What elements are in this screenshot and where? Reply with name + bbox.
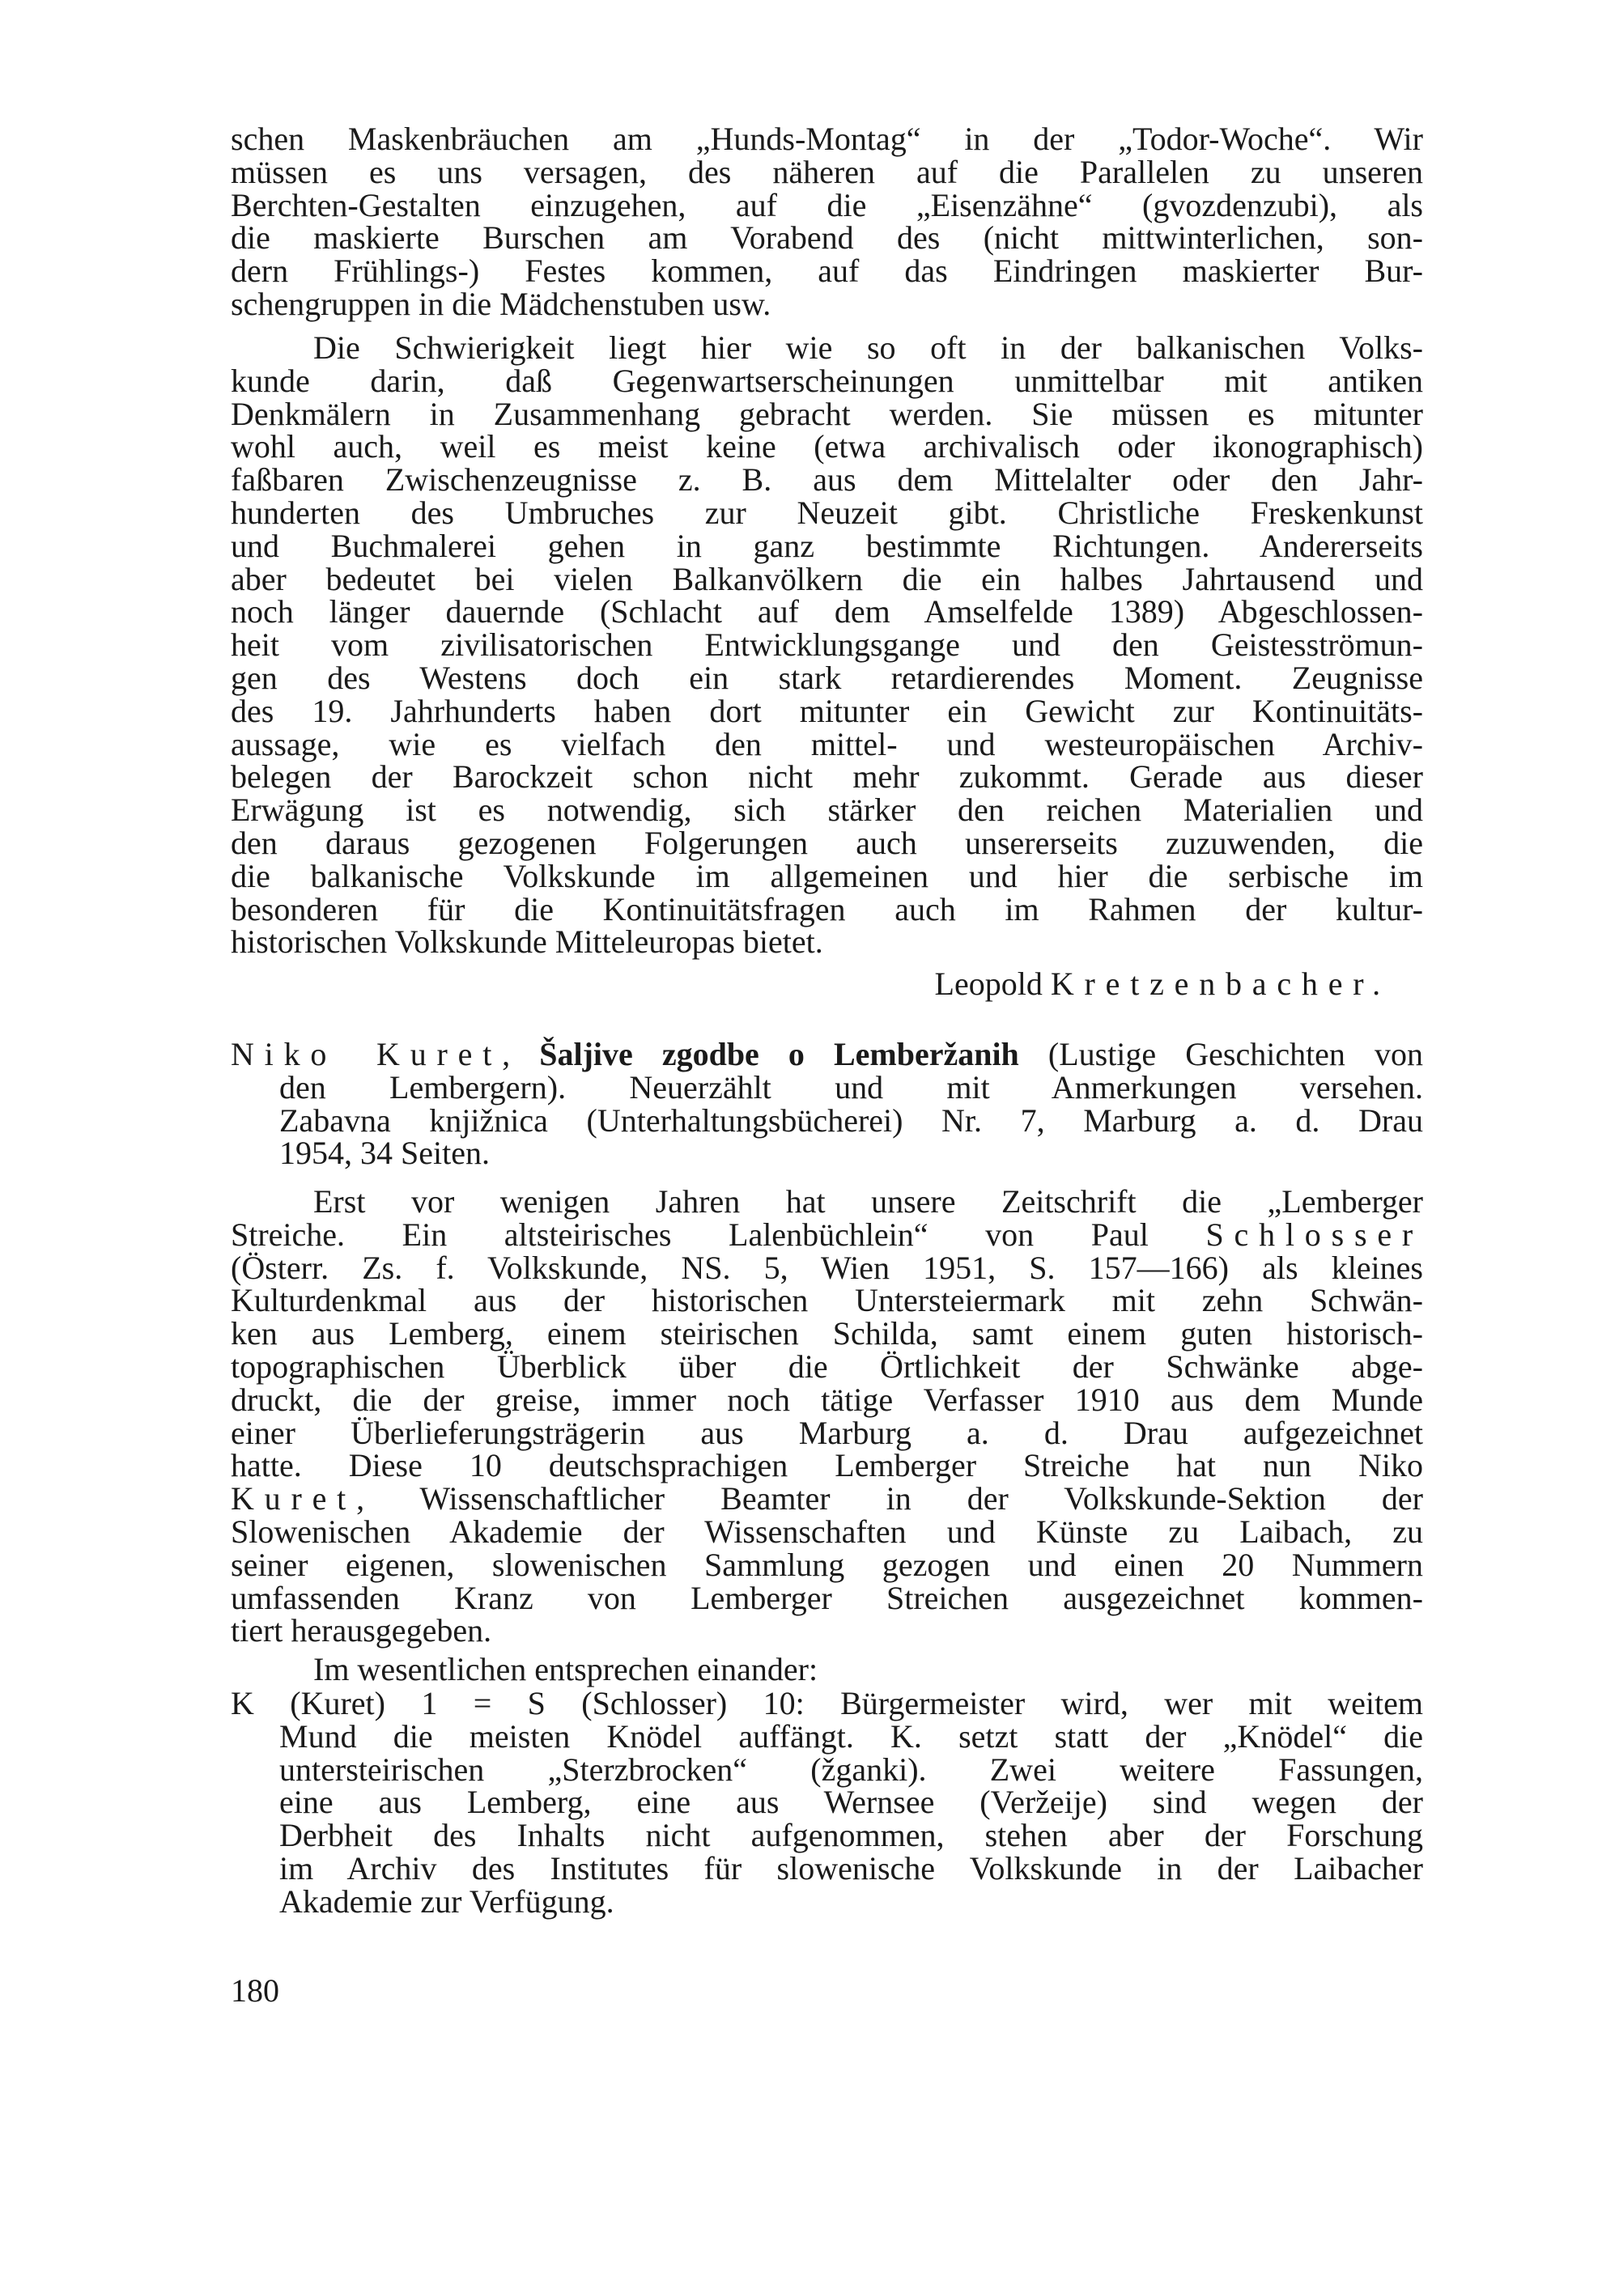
bibliographic-entry: [231, 1038, 1423, 1170]
signature-surname: Kretzenbacher.: [1050, 966, 1391, 1002]
text-segment: ,: [502, 1036, 540, 1072]
paragraph-schwierigkeit: [231, 329, 1423, 961]
paragraph-im-wesentlichen: [231, 1653, 1423, 1687]
text-segment: , Wissenschaftlicher Beamter in der Volkskunde-Sektion der: [356, 1480, 1423, 1517]
text-line: im Archiv des Institutes für slowenische Volkskunde in der Laibacher: [279, 1849, 1423, 1886]
text-line: tiert herausgegeben.: [231, 1612, 492, 1649]
text-line: kunde darin, daß Gegenwartserscheinungen unmittelbar mit antiken: [231, 362, 1423, 399]
text-line: die balkanische Volkskunde im allgemeinen und hier die serbische im: [231, 857, 1423, 894]
signature-first-name: Leopold: [934, 966, 1051, 1002]
text-line: Erst vor wenigen Jahren hat unsere Zeitschrift die „Lemberger: [313, 1183, 1423, 1220]
text-line: eine aus Lemberg, eine aus Wernsee (Veržeije) sind wegen der: [279, 1784, 1423, 1821]
text-line: belegen der Barockzeit schon nicht mehr zukommt. Gerade aus dieser: [231, 758, 1423, 796]
text-line: müssen es uns versagen, des näheren auf die Parallelen zu unseren: [231, 153, 1423, 190]
text-segment: (Lustige Geschichten von: [1018, 1036, 1423, 1072]
text-line: Akademie zur Verfügung.: [279, 1882, 614, 1920]
text-line: schengruppen in die Mädchenstuben usw.: [231, 285, 771, 322]
book-title: Šaljive zgodbe o Lemberžanih: [539, 1036, 1019, 1072]
text-line: historischen Volkskunde Mitteleuropas bietet.: [231, 923, 823, 961]
author-signature: [231, 965, 1391, 1003]
text-line: K (Kuret) 1 = S (Schlosser) 10: Bürgermeister wird, wer mit weitem: [231, 1685, 1423, 1721]
text-line: hunderten des Umbruches zur Neuzeit gibt. Christliche Freskenkunst: [231, 494, 1423, 531]
text-line: und Buchmalerei gehen in ganz bestimmte Richtungen. Andererseits: [231, 527, 1423, 564]
text-line: [231, 1480, 1423, 1517]
text-line: [231, 1216, 1423, 1253]
text-line: Berchten-Gestalten einzugehen, auf die „Eisenzähne“ (gvozdenzubi), als: [231, 186, 1423, 223]
text-line: Kulturdenkmal aus der historischen Untersteiermark mit zehn Schwän-: [231, 1282, 1423, 1319]
text-line: Erwägung ist es notwendig, sich stärker den reichen Materialien und: [231, 792, 1423, 829]
text-line: die maskierte Burschen am Vorabend des (nicht mittwinterlichen, son-: [231, 219, 1423, 257]
author-name: Schlosser: [1205, 1216, 1423, 1253]
text-line: seiner eigenen, slowenischen Sammlung gezogen und einen 20 Nummern: [231, 1546, 1423, 1583]
text-line: einer Überlieferungsträgerin aus Marburg a. d. Drau aufgezeichnet: [231, 1414, 1423, 1451]
paragraph-erst-vor: [231, 1183, 1423, 1649]
paragraph-masken: [231, 123, 1423, 321]
text-line: Derbheit des Inhalts nicht aufgenommen, stehen aber der Forschung: [279, 1817, 1423, 1854]
text-line: Zabavna knjižnica (Unterhaltungsbücherei) Nr. 7, Marburg a. d. Drau: [279, 1101, 1423, 1139]
paragraph-comparison-k1: [231, 1687, 1423, 1919]
text-line: Im wesentlichen entsprechen einander:: [313, 1651, 818, 1687]
text-line: umfassenden Kranz von Lemberger Streichen ausgezeichnet kommen-: [231, 1579, 1423, 1616]
text-line: untersteirischen „Sterzbrocken“ (žganki). Zwei weitere Fassungen,: [279, 1751, 1423, 1788]
text-line: des 19. Jahrhunderts haben dort mitunter ein Gewicht zur Kontinuitäts-: [231, 692, 1423, 729]
text-line: den daraus gezogenen Folgerungen auch unsererseits zuzuwenden, die: [231, 824, 1423, 861]
text-line: schen Maskenbräuchen am „Hunds-Montag“ in der „Todor-Woche“. Wir: [231, 121, 1423, 157]
text-line: Slowenischen Akademie der Wissenschaften und Künste zu Laibach, zu: [231, 1513, 1423, 1550]
text-line: faßbaren Zwischenzeugnisse z. B. aus dem Mittelalter oder den Jahr-: [231, 461, 1423, 499]
text-line: den Lembergern). Neuerzählt und mit Anmerkungen versehen.: [279, 1068, 1423, 1106]
text-line: noch länger dauernde (Schlacht auf dem Amselfelde 1389) Abgeschlossen-: [231, 593, 1423, 630]
text-line: druckt, die der greise, immer noch tätige Verfasser 1910 aus dem Munde: [231, 1381, 1423, 1418]
text-line: gen des Westens doch ein stark retardierendes Moment. Zeugnisse: [231, 659, 1423, 696]
text-line: wohl auch, weil es meist keine (etwa archivalisch oder ikonographisch): [231, 428, 1423, 465]
text-line: aussage, wie es vielfach den mittel- und westeuropäischen Archiv-: [231, 725, 1423, 762]
text-line: ken aus Lemberg, einem steirischen Schilda, samt einem guten historisch-: [231, 1315, 1423, 1352]
text-line: hatte. Diese 10 deutschsprachigen Lemberger Streiche hat nun Niko: [231, 1447, 1423, 1484]
author-name: Niko Kuret: [231, 1036, 503, 1072]
page-number: 180: [231, 1972, 279, 2009]
text-line: topographischen Überblick über die Örtlichkeit der Schwänke abge-: [231, 1347, 1423, 1385]
text-line: heit vom zivilisatorischen Entwicklungsgange und den Geistesströmun-: [231, 626, 1423, 664]
text-line: 1954, 34 Seiten.: [279, 1135, 490, 1172]
text-line: dern Frühlings-) Festes kommen, auf das Eindringen maskierter Bur-: [231, 253, 1423, 290]
text-line: [231, 1038, 1423, 1072]
text-line: Die Schwierigkeit liegt hier wie so oft in der balkanischen Volks-: [313, 329, 1423, 366]
text-line: aber bedeutet bei vielen Balkanvölkern die ein halbes Jahrtausend und: [231, 560, 1423, 597]
text-segment: Streiche. Ein altsteirisches Lalenbüchlein“ von Paul: [231, 1216, 1206, 1253]
text-line: Mund die meisten Knödel auffängt. K. setzt statt der „Knödel“ die: [279, 1717, 1423, 1755]
text-line: (Österr. Zs. f. Volkskunde, NS. 5, Wien 1951, S. 157—166) als kleines: [231, 1249, 1423, 1286]
author-name: Kuret: [231, 1480, 357, 1517]
text-line: besonderen für die Kontinuitätsfragen auch im Rahmen der kultur-: [231, 890, 1423, 927]
text-line: Denkmälern in Zusammenhang gebracht werden. Sie müssen es mitunter: [231, 395, 1423, 432]
